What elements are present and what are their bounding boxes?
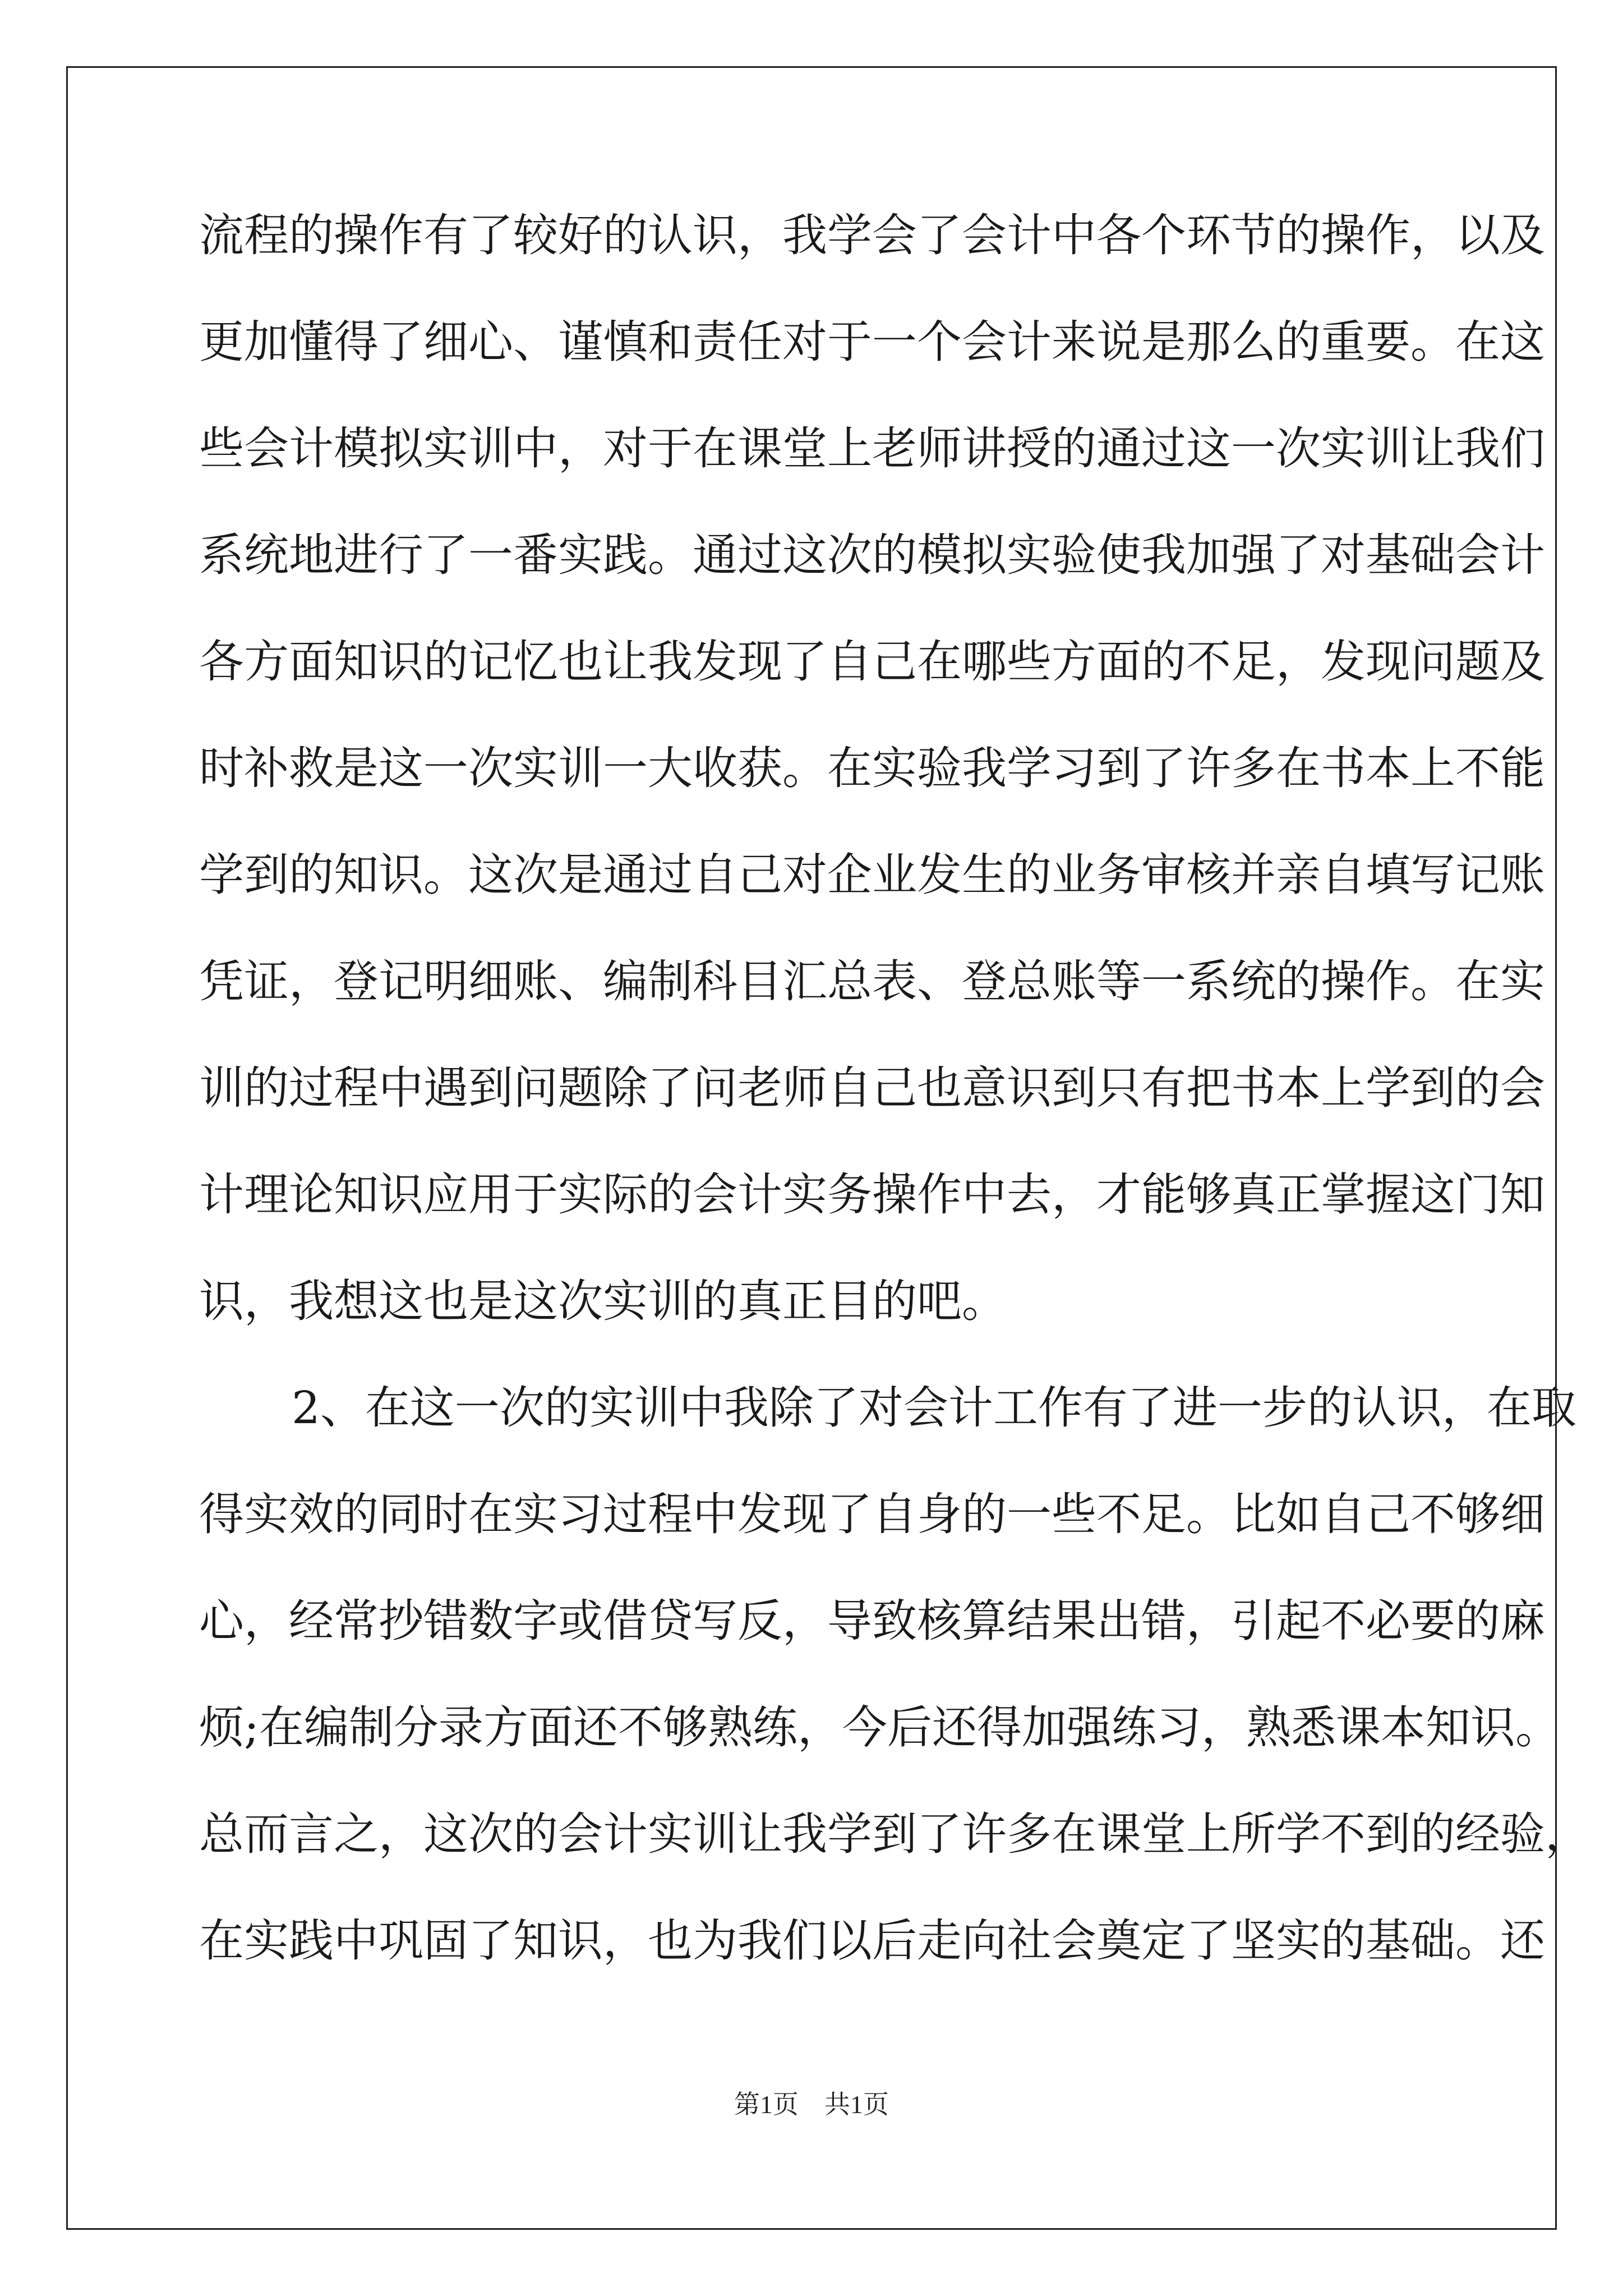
text-line: 时补救是这一次实训一大收获。在实验我学习到了许多在书本上不能 — [199, 742, 1545, 794]
text-line: 训的过程中遇到问题除了问老师自己也意识到只有把书本上学到的会 — [199, 1062, 1545, 1114]
page-footer: 第1页 共1页 — [734, 2090, 889, 2119]
paragraph-first-line: 2、在这一次的实训中我除了对会计工作有了进一步的认识，在取 — [292, 1382, 1576, 1434]
text-line: 心，经常抄错数字或借贷写反，导致核算结果出错，引起不必要的麻 — [199, 1595, 1545, 1647]
text-line: 得实效的同时在实习过程中发现了自身的一些不足。比如自己不够细 — [199, 1488, 1545, 1540]
text-line: 学到的知识。这次是通过自己对企业发生的业务审核并亲自填写记账 — [199, 849, 1545, 901]
text-line: 凭证，登记明细账、编制科目汇总表、登总账等一系统的操作。在实 — [199, 955, 1545, 1007]
text-line: 流程的操作有了较好的认识，我学会了会计中各个环节的操作，以及 — [199, 209, 1545, 261]
text-line: 各方面知识的记忆也让我发现了自己在哪些方面的不足，发现问题及 — [199, 636, 1545, 688]
page-border — [66, 66, 1590, 2230]
text-line: 识，我想这也是这次实训的真正目的吧。 — [199, 1275, 1007, 1327]
text-line: 计理论知识应用于实际的会计实务操作中去，才能够真正掌握这门知 — [199, 1168, 1545, 1221]
text-line: 系统地进行了一番实践。通过这次的模拟实验使我加强了对基础会计 — [199, 529, 1545, 581]
text-line: 在实践中巩固了知识，也为我们以后走向社会奠定了坚实的基础。还 — [199, 1915, 1545, 1967]
text-line: 些会计模拟实训中，对于在课堂上老师讲授的通过这一次实训让我们 — [199, 422, 1545, 475]
text-line: 更加懂得了细心、谨慎和责任对于一个会计来说是那么的重要。在这 — [199, 316, 1545, 368]
text-line: 烦;在编制分录方面还不够熟练，今后还得加强练习，熟悉课本知识。 — [199, 1701, 1560, 1754]
text-line: 总而言之，这次的会计实训让我学到了许多在课堂上所学不到的经验， — [199, 1808, 1590, 1860]
